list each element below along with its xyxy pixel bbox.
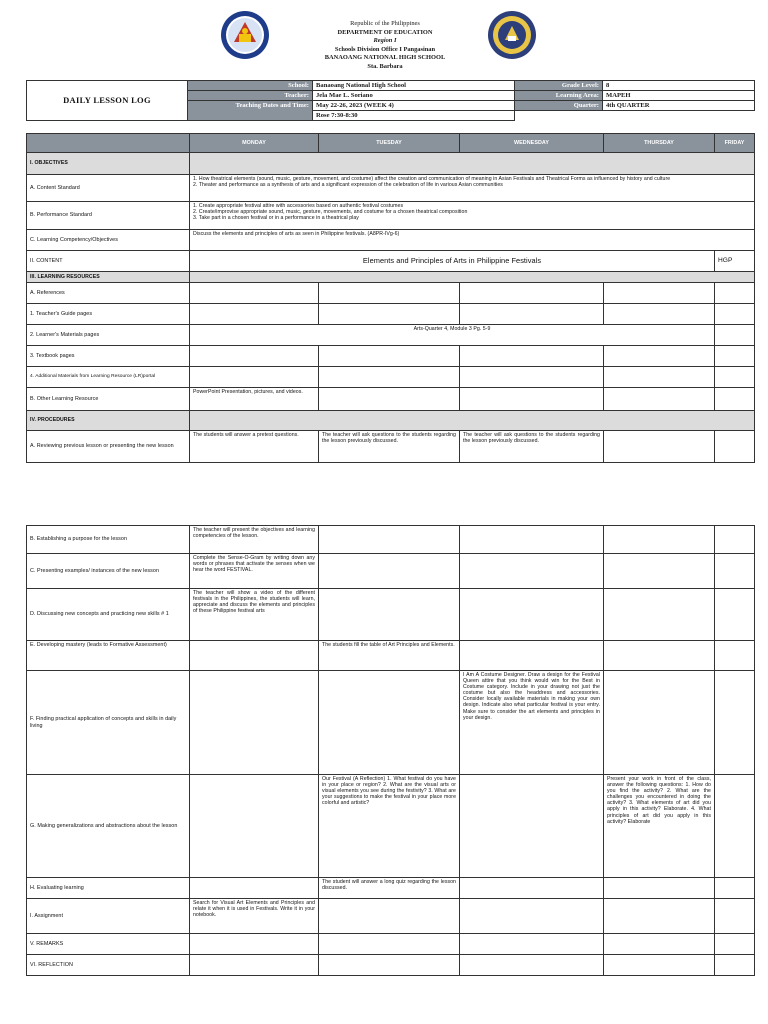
application-wednesday: I Am A Costume Designer. Draw a design for the Festival Queen attire that you think would win for the Best in Costume category. Include in your drawing not just the costume but also the headdress and accessories. Consider locally available materials in making your own design. Indicate also what particular festival is your entry. Make sure to consider the art elements and principles in your design.: [460, 671, 604, 775]
performance-standard-label: B. Performance Standard: [27, 202, 190, 230]
procedures-heading: IV. PROCEDURES: [27, 411, 190, 431]
content-label: II. CONTENT: [27, 251, 190, 272]
day-friday: FRIDAY: [715, 134, 755, 153]
evaluating-label: H. Evaluating learning: [27, 878, 190, 899]
day-wednesday: WEDNESDAY: [460, 134, 604, 153]
day-tuesday: TUESDAY: [319, 134, 460, 153]
mastery-tuesday: The students fill the table of Art Principles and Elements.: [319, 641, 460, 671]
time-value: Rose 7:30-8:30: [313, 111, 515, 121]
reviewing-tuesday: The teacher will ask questions to the students regarding the lesson previously discussed.: [319, 431, 460, 463]
application-label: F. Finding practical application of concepts and skills in daily living: [27, 671, 190, 775]
objectives-heading: I. OBJECTIVES: [27, 153, 190, 175]
learning-area-label: Learning Area:: [515, 91, 603, 101]
republic-line: Republic of the Philippines: [350, 20, 420, 27]
grade-label: Grade Level:: [515, 81, 603, 91]
lesson-table-2: [26, 525, 755, 976]
examples-monday: Complete the Sense-O-Gram by writing down any words or phrases that activate the senses when we hear the word FESTIVAL.: [190, 554, 319, 589]
content-standard-label: A. Content Standard: [27, 175, 190, 202]
agency-header: [260, 20, 510, 72]
lr-portal-label: 4. Additional Materials from Learning Resource (LR)portal: [27, 367, 190, 388]
teachers-guide-label: 1. Teacher's Guide pages: [27, 304, 190, 325]
discussing-label: D. Discussing new concepts and practicing new skills # 1: [27, 589, 190, 641]
friday-hgp: HGP: [715, 251, 755, 272]
quarter-label: Quarter:: [515, 101, 603, 111]
remarks-label: V. REMARKS: [27, 934, 190, 955]
performance-standard-line-2: 2. Create/improvise appropriate sound, music, gesture, movements, and costume for a chosen theatrical composition: [193, 209, 468, 216]
other-resource-monday: PowerPoint Presentation, pictures, and videos.: [190, 388, 319, 411]
school-line: BANAOANG NATIONAL HIGH SCHOOL: [324, 54, 446, 62]
references-label: A. References: [27, 283, 190, 304]
discussing-monday: The teacher will show a video of the different festivals in the Philippines, the students will learn, appreciate and discuss the elements and principles of these Philippine festival arts: [190, 589, 319, 641]
reflection-label: VI. REFLECTION: [27, 955, 190, 976]
location-line: Sta. Barbara: [367, 62, 403, 70]
reviewing-label: A. Reviewing previous lesson or presenting the new lesson: [27, 431, 190, 463]
evaluating-tuesday: The student will answer a long quiz regarding the lesson discussed.: [319, 878, 460, 899]
division-line: Schools Division Office I Pangasinan: [334, 45, 436, 53]
generalizations-label: G. Making generalizations and abstractions about the lesson: [27, 775, 190, 878]
school-label: School:: [188, 81, 313, 91]
daily-lesson-log-title: DAILY LESSON LOG: [27, 81, 188, 121]
school-value: Banaoang National High School: [313, 81, 515, 91]
reviewing-monday: The students will answer a pretest questions.: [190, 431, 319, 463]
textbook-label: 3. Textbook pages: [27, 346, 190, 367]
department-line: DEPARTMENT OF EDUCATION: [337, 28, 433, 36]
teacher-value: Jela Mae L. Soriano: [313, 91, 515, 101]
resources-heading: III. LEARNING RESOURCES: [27, 272, 190, 283]
content-title: Elements and Principles of Arts in Philippine Festivals: [190, 251, 715, 272]
learning-area-value: MAPEH: [603, 91, 755, 101]
performance-standard-line-3: 3. Take part in a chosen festival or in a performance in a theatrical play: [193, 215, 359, 222]
content-standard-text: [190, 175, 755, 202]
purpose-label: B. Establishing a purpose for the lesson: [27, 526, 190, 554]
assignment-monday: Search for Visual Art Elements and Principles and relate it when it is used in Festivals. Write it in your notebook.: [190, 899, 319, 934]
teacher-label: Teacher:: [188, 91, 313, 101]
dates-value: May 22-26, 2023 (WEEK 4): [313, 101, 515, 111]
competency-label: C. Learning Competency/Objectives: [27, 230, 190, 251]
purpose-monday: The teacher will present the objectives and learning competencies of the lesson.: [190, 526, 319, 554]
assignment-label: I. Assignment: [27, 899, 190, 934]
dates-label: Teaching Dates and Time:: [188, 101, 313, 121]
quarter-value: 4th QUARTER: [603, 101, 755, 111]
content-standard-line-1: 1. How theatrical elements (sound, music, gesture, movement, and costume) affect the creation and communication of meaning in Asian Festivals and Theatrical Forms as influenced by history and culture: [193, 176, 671, 182]
learners-materials-text: Arts-Quarter 4, Module 3 Pg. 5-9: [190, 325, 715, 346]
other-resource-label: B. Other Learning Resource: [27, 388, 190, 411]
learners-materials-label: 2. Learner's Materials pages: [27, 325, 190, 346]
day-thursday: THURSDAY: [604, 134, 715, 153]
school-seal-icon: [487, 10, 537, 60]
competency-text: Discuss the elements and principles of arts as seen in Philippine festivals. (A8PR-IVg-6): [190, 230, 755, 251]
lesson-log-page-2: [0, 518, 768, 988]
day-monday: MONDAY: [190, 134, 319, 153]
grade-value: 8: [603, 81, 755, 91]
generalizations-thursday: Present your work in front of the class, answer the following questions: 1. How do you find the activity? 2. What are the challenges you encountered in doing the activity? 3. What elements of art did you apply in this activity? Elaborate. 4. What principles of art did you apply in this activity? Elaborate: [604, 775, 715, 878]
reviewing-wednesday: The teacher will ask questions to the students regarding the lesson previously discussed.: [460, 431, 604, 463]
examples-label: C. Presenting examples/ instances of the new lesson: [27, 554, 190, 589]
content-standard-line-2: 2. Theater and performance as a synthesis of arts and a significant expression of the celebration of life in various Asian communities: [193, 182, 503, 189]
info-table: [26, 80, 755, 121]
performance-standard-line-1: 1. Create appropriate festival attire with accessories based on authentic festival costumes: [193, 203, 404, 209]
performance-standard-text: [190, 202, 755, 230]
lesson-table-1: [26, 133, 755, 463]
region-line: Region I: [373, 37, 397, 45]
lesson-log-page-1: [0, 0, 768, 462]
mastery-label: E. Developing mastery (leads to Formative Assessment): [27, 641, 190, 671]
generalizations-tuesday: Our Festival (A Reflection) 1. What festival do you have in your place or region? 2. What are the visual arts or visual elements you see during the festivity? 3. What are your suggestions to make the festival in your place more colorful and artistic?: [319, 775, 460, 878]
